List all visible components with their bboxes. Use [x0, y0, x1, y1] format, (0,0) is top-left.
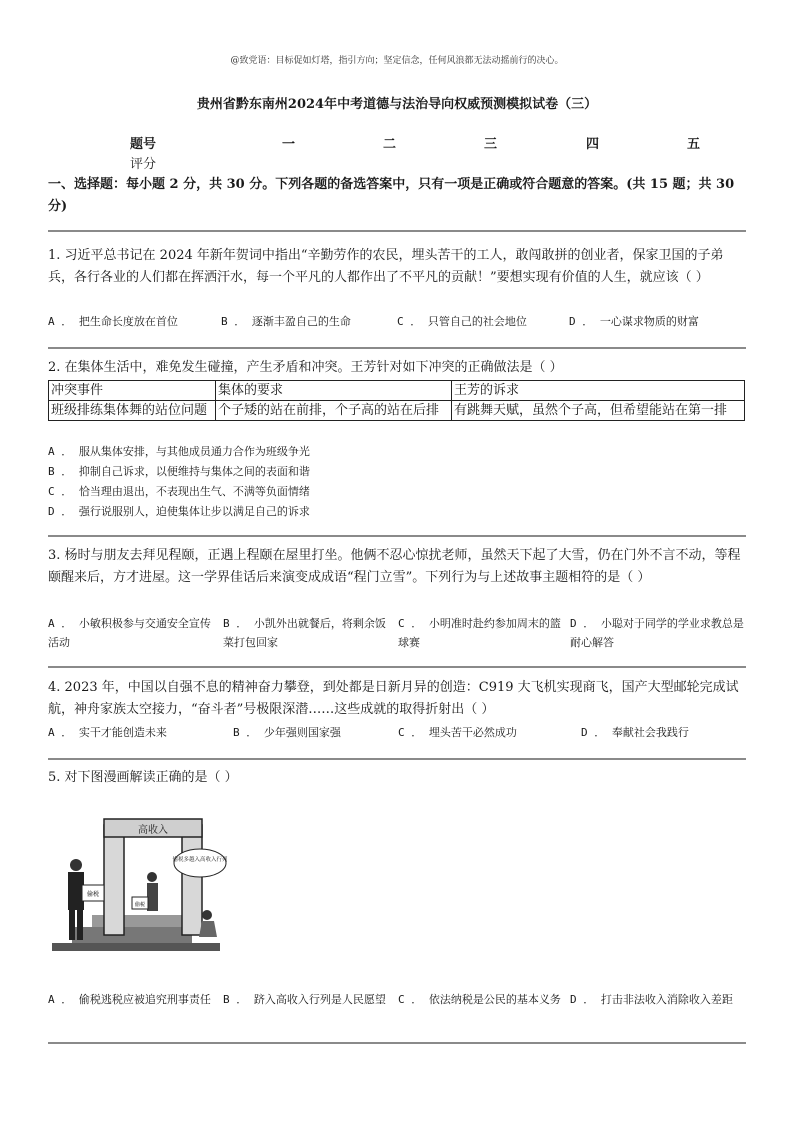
table-header-cell: 王芳的诉求 [452, 381, 745, 401]
conflict-table [48, 380, 745, 421]
score-table [0, 133, 794, 173]
table-cell: 个子矮的站在前排，个子高的站在后排 [216, 401, 452, 421]
divider [48, 347, 746, 349]
divider [48, 535, 746, 537]
row-label-number: 题号 [130, 137, 157, 152]
question-4-options [48, 723, 748, 742]
question-1-stem: 1. 习近平总书记在 2024 年新年贺词中指出“辛勤劳作的农民，埋头苦干的工人，敢闯敢拼的创业者，保家卫国的子弟兵，各行各业的人们都在挥洒汗水，每一个平凡的人都作出了不平凡的贡献！”要想实现有价值的人生，就应该（ ） [48, 248, 724, 285]
question-3-options [48, 614, 748, 654]
divider [48, 230, 746, 232]
table-header-cell: 集体的要求 [216, 381, 452, 401]
score-column-5: 五 [687, 137, 701, 152]
table-header-cell: 冲突事件 [49, 381, 216, 401]
divider [48, 1042, 746, 1044]
option-c[interactable]: C ． 小明准时赴约参加周末的篮球赛 [398, 617, 561, 649]
speech-bubble-text: 偷税多越入高收入行列 [172, 857, 228, 863]
option-d[interactable]: D ． 奉献社会我践行 [581, 726, 689, 739]
option-c[interactable]: C ． 依法纳税是公民的基本义务 [398, 993, 561, 1006]
gate-label: 高收入 [138, 825, 168, 836]
table-row [49, 401, 745, 421]
section-heading: 一、选择题：每小题 2 分，共 30 分。下列各题的备选答案中，只有一项是正确或符合题意的答案。(共 15 题；共 30 分) [48, 177, 735, 214]
option-b[interactable]: B ． 抑制自己诉求，以便维持与集体之间的表面和谐 [48, 465, 310, 478]
score-column-4: 四 [586, 137, 600, 152]
option-c[interactable]: C ． 恰当理由退出，不表现出生气、不满等负面情绪 [48, 485, 310, 498]
motto-line: @致党语：目标促如灯塔，指引方向；坚定信念，任何风浪都无法动摇前行的决心。 [230, 56, 564, 66]
question-5-options [48, 990, 748, 1030]
question-5-stem: 5. 对下图漫画解读正确的是（ ） [48, 770, 238, 785]
score-column-2: 二 [383, 137, 397, 152]
exam-title: 贵州省黔东南州2024年中考道德与法治导向权威预测模拟试卷（三） [196, 97, 598, 112]
option-d[interactable]: D ． 小聪对于同学的学业求教总是耐心解答 [570, 617, 744, 649]
divider [48, 666, 746, 668]
score-column-1: 一 [282, 137, 296, 152]
question-1-options [48, 312, 748, 331]
table-header-row [49, 381, 745, 401]
divider [48, 758, 746, 760]
table-cell: 班级排练集体舞的站位问题 [49, 401, 216, 421]
table-cell: 有跳舞天赋，虽然个子高，但希望能站在第一排 [452, 401, 745, 421]
option-d[interactable]: D ． 一心谋求物质的财富 [569, 315, 699, 328]
option-b[interactable]: B ． 少年强则国家强 [233, 726, 341, 739]
option-a[interactable]: A ． 小敏积极参与交通安全宣传活动 [48, 617, 211, 649]
row-label-score: 评分 [130, 157, 157, 172]
option-a[interactable]: A ． 实干才能创造未来 [48, 726, 167, 739]
question-4-stem: 4. 2023 年，中国以自强不息的精神奋力攀登，到处都是日新月异的创造：C919 大飞机实现商飞，国产大型邮轮完成试航，神舟家族太空接力，“奋斗者”号极限深潜……这些成就的取得折射出（ ） [48, 680, 739, 717]
score-column-3: 三 [484, 137, 498, 152]
option-b[interactable]: B ． 跻入高收入行列是人民愿望 [223, 993, 386, 1006]
sign-text: 偷税 [86, 891, 100, 898]
option-d[interactable]: D ． 打击非法收入消除收入差距 [570, 993, 733, 1006]
question-2-stem: 2. 在集体生活中，难免发生碰撞，产生矛盾和冲突。王芳针对如下冲突的正确做法是（ ） [48, 360, 563, 375]
option-c[interactable]: C ． 只管自己的社会地位 [397, 315, 527, 328]
option-b[interactable]: B ． 小凯外出就餐后，将剩余饭菜打包回家 [223, 617, 386, 649]
option-c[interactable]: C ． 埋头苦干必然成功 [398, 726, 517, 739]
option-d[interactable]: D ． 强行说服别人，迫使集体让步以满足自己的诉求 [48, 505, 310, 518]
question-3-stem: 3. 杨时与朋友去拜见程颐，正遇上程颐在屋里打坐。他俩不忍心惊扰老师，虽然天下起了大雪，仍在门外不言不动，等程颐醒来后，方才进屋。这一学界佳话后来演变成成语“程门立雪”。下列行为与上述故事主题相符的是（ ） [48, 548, 741, 585]
option-a[interactable]: A ． 把生命长度放在首位 [48, 315, 178, 328]
question-2-options [48, 442, 748, 522]
cartoon-illustration [52, 815, 228, 962]
sign-text: 偷税 [134, 902, 146, 908]
option-a[interactable]: A ． 偷税逃税应被追究刑事责任 [48, 993, 211, 1006]
option-b[interactable]: B ． 逐渐丰盈自己的生命 [221, 315, 351, 328]
option-a[interactable]: A ． 服从集体安排，与其他成员通力合作为班级争光 [48, 445, 310, 458]
